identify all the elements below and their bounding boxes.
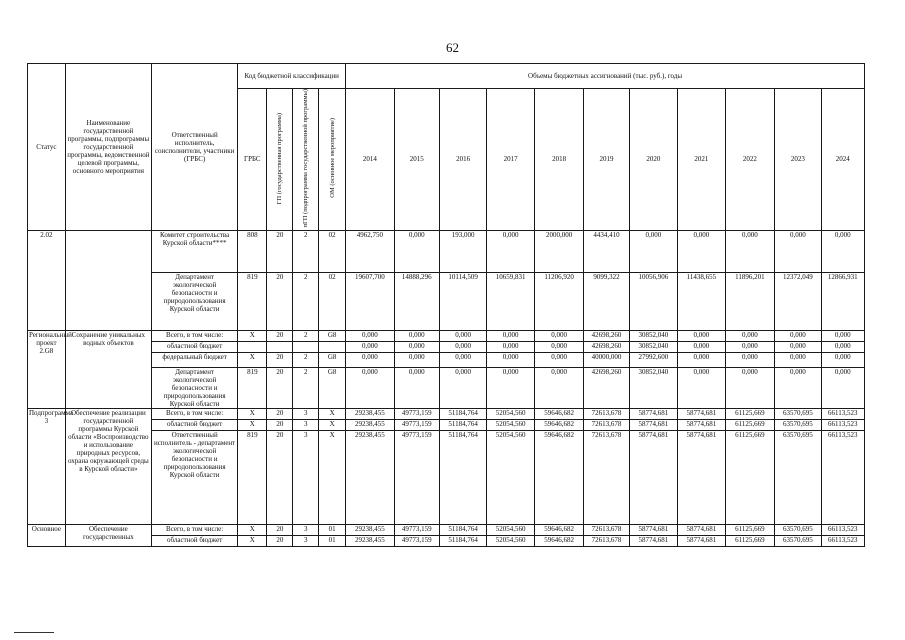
cell-executor: Всего, в том числе: bbox=[152, 524, 238, 535]
cell-value: 59646,682 bbox=[534, 535, 584, 546]
cell-pgp: 3 bbox=[293, 430, 319, 524]
cell-pgp: 3 bbox=[293, 408, 319, 419]
cell-grbs: X bbox=[238, 330, 267, 341]
cell-value: 0,000 bbox=[487, 352, 534, 367]
footnote-divider bbox=[14, 632, 54, 633]
cell-value: 66113,523 bbox=[821, 524, 864, 535]
cell-status: Региональный проект 2.G8 bbox=[28, 330, 66, 408]
header-year: 2016 bbox=[439, 89, 486, 231]
cell-value: 0,000 bbox=[821, 330, 864, 341]
header-year: 2022 bbox=[725, 89, 775, 231]
cell-executor: федеральный бюджет bbox=[152, 352, 238, 367]
cell-value: 58774,681 bbox=[678, 535, 725, 546]
cell-value: 0,000 bbox=[346, 330, 395, 341]
cell-value: 63570,695 bbox=[775, 430, 821, 524]
cell-value: 66113,523 bbox=[821, 419, 864, 430]
cell-value: 59646,682 bbox=[534, 430, 584, 524]
cell-executor: Комитет строительства Курской области**** bbox=[152, 230, 238, 272]
header-kbk: Код бюджетной классификации bbox=[238, 64, 346, 89]
cell-value: 0,000 bbox=[725, 352, 775, 367]
cell-value: 0,000 bbox=[439, 367, 486, 408]
cell-value: 0,000 bbox=[725, 230, 775, 272]
cell-value: 29238,455 bbox=[346, 524, 395, 535]
cell-value: 58774,681 bbox=[678, 419, 725, 430]
cell-value: 58774,681 bbox=[629, 524, 678, 535]
cell-value: 58774,681 bbox=[678, 408, 725, 419]
cell-value: 12866,931 bbox=[821, 272, 864, 330]
cell-executor: областной бюджет bbox=[152, 341, 238, 352]
cell-value: 72613,678 bbox=[584, 524, 629, 535]
cell-gp: 20 bbox=[267, 419, 293, 430]
cell-value: 0,000 bbox=[775, 330, 821, 341]
cell-value: 72613,678 bbox=[584, 419, 629, 430]
cell-gp: 20 bbox=[267, 430, 293, 524]
cell-gp: 20 bbox=[267, 272, 293, 330]
cell-value: 52054,560 bbox=[487, 408, 534, 419]
cell-grbs: X bbox=[238, 408, 267, 419]
cell-pgp: 2 bbox=[293, 330, 319, 341]
cell-gp: 20 bbox=[267, 230, 293, 272]
table-row bbox=[28, 524, 865, 535]
cell-value: 12372,049 bbox=[775, 272, 821, 330]
cell-om: 02 bbox=[319, 230, 346, 272]
cell-value: 66113,523 bbox=[821, 430, 864, 524]
cell-value: 0,000 bbox=[775, 230, 821, 272]
cell-value: 72613,678 bbox=[584, 408, 629, 419]
header-year: 2020 bbox=[629, 89, 678, 231]
cell-value: 61125,669 bbox=[725, 430, 775, 524]
budget-table bbox=[27, 63, 865, 547]
cell-value: 0,000 bbox=[394, 367, 439, 408]
cell-value: 30852,040 bbox=[629, 367, 678, 408]
cell-value: 0,000 bbox=[487, 341, 534, 352]
cell-value: 0,000 bbox=[775, 352, 821, 367]
table-row bbox=[28, 341, 865, 352]
cell-value: 0,000 bbox=[725, 330, 775, 341]
cell-value: 2000,000 bbox=[534, 230, 584, 272]
cell-value: 66113,523 bbox=[821, 408, 864, 419]
cell-value: 0,000 bbox=[678, 352, 725, 367]
cell-value: 0,000 bbox=[487, 330, 534, 341]
header-year: 2023 bbox=[775, 89, 821, 231]
cell-grbs: X bbox=[238, 524, 267, 535]
cell-status: Подпрограмма 3 bbox=[28, 408, 66, 524]
header-year: 2019 bbox=[584, 89, 629, 231]
cell-value: 0,000 bbox=[821, 230, 864, 272]
cell-value: 0,000 bbox=[775, 367, 821, 408]
cell-value: 61125,669 bbox=[725, 408, 775, 419]
cell-executor: Всего, в том числе: bbox=[152, 408, 238, 419]
cell-om: G8 bbox=[319, 352, 346, 367]
cell-grbs: X bbox=[238, 419, 267, 430]
cell-value: 0,000 bbox=[725, 341, 775, 352]
cell-value: 11438,655 bbox=[678, 272, 725, 330]
cell-value: 58774,681 bbox=[629, 408, 678, 419]
header-year: 2021 bbox=[678, 89, 725, 231]
header-om bbox=[319, 89, 346, 231]
header-year: 2014 bbox=[346, 89, 395, 231]
cell-value: 19607,700 bbox=[346, 272, 395, 330]
cell-gp: 20 bbox=[267, 524, 293, 535]
cell-value: 0,000 bbox=[487, 230, 534, 272]
page-number: 62 bbox=[446, 40, 459, 55]
cell-value: 63570,695 bbox=[775, 535, 821, 546]
cell-om: G8 bbox=[319, 330, 346, 341]
cell-gp: 20 bbox=[267, 352, 293, 367]
cell-value: 61125,669 bbox=[725, 524, 775, 535]
cell-value: 0,000 bbox=[346, 341, 395, 352]
cell-executor: Департамент экологической безопасности и природопользования Курской области bbox=[152, 272, 238, 330]
cell-value: 72613,678 bbox=[584, 430, 629, 524]
cell-value: 14888,296 bbox=[394, 272, 439, 330]
header-name: Наименование государственной программы, подпрограммы государственной программы, ведомственной целевой программы, основного мероприятия bbox=[65, 64, 151, 231]
cell-value: 0,000 bbox=[534, 330, 584, 341]
cell-pgp: 3 bbox=[293, 524, 319, 535]
header-year: 2015 bbox=[394, 89, 439, 231]
cell-pgp: 2 bbox=[293, 272, 319, 330]
cell-om: 01 bbox=[319, 524, 346, 535]
cell-value: 0,000 bbox=[629, 230, 678, 272]
cell-value: 29238,455 bbox=[346, 419, 395, 430]
cell-value: 29238,455 bbox=[346, 408, 395, 419]
cell-value: 49773,159 bbox=[394, 408, 439, 419]
cell-pgp: 2 bbox=[293, 230, 319, 272]
cell-value: 42698,260 bbox=[584, 367, 629, 408]
cell-name: Обеспечение реализации государственной программы Курской области «Воспроизводство и использование природных ресурсов, охрана окружающей среды в Курской области» bbox=[65, 408, 151, 524]
cell-value: 49773,159 bbox=[394, 524, 439, 535]
cell-value: 40000,000 bbox=[584, 352, 629, 367]
cell-value: 58774,681 bbox=[629, 419, 678, 430]
cell-value: 42698,260 bbox=[584, 330, 629, 341]
cell-value: 4962,750 bbox=[346, 230, 395, 272]
header-grbs: ГРБС bbox=[238, 89, 267, 231]
header-pgp-text: пГП (подпрограмма государственной программы) bbox=[302, 89, 310, 228]
cell-executor: областной бюджет bbox=[152, 419, 238, 430]
cell-value: 0,000 bbox=[439, 330, 486, 341]
cell-value: 61125,669 bbox=[725, 535, 775, 546]
cell-value: 51184,764 bbox=[439, 430, 486, 524]
cell-grbs: 808 bbox=[238, 230, 267, 272]
cell-value: 0,000 bbox=[678, 341, 725, 352]
cell-value: 51184,764 bbox=[439, 419, 486, 430]
cell-value: 0,000 bbox=[678, 367, 725, 408]
cell-gp bbox=[267, 341, 293, 352]
cell-value: 0,000 bbox=[487, 367, 534, 408]
table-row bbox=[28, 408, 865, 419]
table-row bbox=[28, 272, 865, 330]
cell-om: 01 bbox=[319, 535, 346, 546]
cell-value: 0,000 bbox=[534, 341, 584, 352]
cell-value: 49773,159 bbox=[394, 430, 439, 524]
cell-value: 51184,764 bbox=[439, 524, 486, 535]
cell-value: 0,000 bbox=[678, 230, 725, 272]
cell-value: 0,000 bbox=[775, 341, 821, 352]
cell-value: 9099,322 bbox=[584, 272, 629, 330]
cell-value: 66113,523 bbox=[821, 535, 864, 546]
cell-value: 49773,159 bbox=[394, 535, 439, 546]
cell-value: 42698,260 bbox=[584, 341, 629, 352]
table-row bbox=[28, 330, 865, 341]
cell-value: 0,000 bbox=[534, 367, 584, 408]
cell-pgp: 2 bbox=[293, 352, 319, 367]
cell-value: 0,000 bbox=[394, 230, 439, 272]
cell-name bbox=[65, 230, 151, 330]
cell-value: 52054,560 bbox=[487, 430, 534, 524]
cell-om: X bbox=[319, 408, 346, 419]
cell-executor: областной бюджет bbox=[152, 535, 238, 546]
cell-grbs: 819 bbox=[238, 367, 267, 408]
header-pgp bbox=[293, 89, 319, 231]
cell-value: 63570,695 bbox=[775, 408, 821, 419]
cell-pgp: 3 bbox=[293, 535, 319, 546]
cell-value: 51184,764 bbox=[439, 535, 486, 546]
header-year: 2018 bbox=[534, 89, 584, 231]
cell-value: 58774,681 bbox=[629, 535, 678, 546]
cell-value: 63570,695 bbox=[775, 419, 821, 430]
header-gp-text: ГП (государственная программа) bbox=[276, 112, 284, 204]
header-status: Статус bbox=[28, 64, 66, 231]
cell-gp: 20 bbox=[267, 330, 293, 341]
cell-grbs: X bbox=[238, 352, 267, 367]
cell-grbs: 819 bbox=[238, 272, 267, 330]
cell-pgp bbox=[293, 341, 319, 352]
cell-value: 30852,040 bbox=[629, 341, 678, 352]
cell-grbs: 819 bbox=[238, 430, 267, 524]
cell-value: 0,000 bbox=[821, 341, 864, 352]
cell-value: 59646,682 bbox=[534, 524, 584, 535]
cell-value: 0,000 bbox=[394, 352, 439, 367]
cell-value: 61125,669 bbox=[725, 419, 775, 430]
cell-value: 0,000 bbox=[821, 352, 864, 367]
cell-value: 10114,509 bbox=[439, 272, 486, 330]
cell-value: 0,000 bbox=[534, 352, 584, 367]
cell-value: 30852,040 bbox=[629, 330, 678, 341]
header-year: 2024 bbox=[821, 89, 864, 231]
cell-name: Обеспечение государственных bbox=[65, 524, 151, 546]
cell-value: 11206,920 bbox=[534, 272, 584, 330]
cell-name: Сохранение уникальных водных объектов bbox=[65, 330, 151, 408]
cell-om: 02 bbox=[319, 272, 346, 330]
cell-status: 2.02 bbox=[28, 230, 66, 330]
cell-om: G8 bbox=[319, 367, 346, 408]
cell-value: 10056,906 bbox=[629, 272, 678, 330]
cell-status: Основное bbox=[28, 524, 66, 546]
cell-value: 0,000 bbox=[346, 367, 395, 408]
table-row bbox=[28, 230, 865, 272]
cell-executor: Всего, в том числе: bbox=[152, 330, 238, 341]
table-row bbox=[28, 367, 865, 408]
cell-grbs bbox=[238, 341, 267, 352]
cell-value: 193,000 bbox=[439, 230, 486, 272]
cell-pgp: 3 bbox=[293, 419, 319, 430]
cell-value: 0,000 bbox=[725, 367, 775, 408]
cell-executor: Департамент экологической безопасности и природопользования Курской области bbox=[152, 367, 238, 408]
cell-value: 29238,455 bbox=[346, 430, 395, 524]
cell-value: 63570,695 bbox=[775, 524, 821, 535]
cell-value: 59646,682 bbox=[534, 419, 584, 430]
cell-value: 51184,764 bbox=[439, 408, 486, 419]
cell-value: 49773,159 bbox=[394, 419, 439, 430]
cell-gp: 20 bbox=[267, 408, 293, 419]
header-year: 2017 bbox=[487, 89, 534, 231]
cell-value: 59646,682 bbox=[534, 408, 584, 419]
table-row bbox=[28, 535, 865, 546]
cell-value: 11896,201 bbox=[725, 272, 775, 330]
cell-om: X bbox=[319, 430, 346, 524]
cell-value: 52054,560 bbox=[487, 419, 534, 430]
header-executor: Ответственный исполнитель, соисполнители, участники (ГРБС) bbox=[152, 64, 238, 231]
cell-executor: Ответственный исполнитель - департамент экологической безопасности и природопользования Курской области bbox=[152, 430, 238, 524]
table-body bbox=[28, 230, 865, 546]
table-row bbox=[28, 419, 865, 430]
cell-gp: 20 bbox=[267, 367, 293, 408]
header-gp bbox=[267, 89, 293, 231]
cell-grbs: X bbox=[238, 535, 267, 546]
cell-om bbox=[319, 341, 346, 352]
cell-value: 0,000 bbox=[346, 352, 395, 367]
table-row bbox=[28, 352, 865, 367]
cell-value: 72613,678 bbox=[584, 535, 629, 546]
header-volumes: Объемы бюджетных ассигнований (тыс. руб.), годы bbox=[346, 64, 865, 89]
cell-value: 0,000 bbox=[439, 341, 486, 352]
header-om-text: ОМ (основное мероприятие) bbox=[328, 118, 336, 199]
cell-gp: 20 bbox=[267, 535, 293, 546]
header-row-1 bbox=[28, 64, 865, 89]
cell-value: 29238,455 bbox=[346, 535, 395, 546]
cell-value: 0,000 bbox=[821, 367, 864, 408]
cell-value: 10659,831 bbox=[487, 272, 534, 330]
cell-value: 0,000 bbox=[394, 341, 439, 352]
cell-value: 58774,681 bbox=[678, 524, 725, 535]
cell-pgp: 2 bbox=[293, 367, 319, 408]
cell-value: 27992,600 bbox=[629, 352, 678, 367]
cell-value: 58774,681 bbox=[629, 430, 678, 524]
cell-value: 52054,560 bbox=[487, 535, 534, 546]
table-row bbox=[28, 430, 865, 524]
cell-om: X bbox=[319, 419, 346, 430]
cell-value: 58774,681 bbox=[678, 430, 725, 524]
cell-value: 0,000 bbox=[439, 352, 486, 367]
cell-value: 52054,560 bbox=[487, 524, 534, 535]
cell-value: 0,000 bbox=[394, 330, 439, 341]
cell-value: 4434,410 bbox=[584, 230, 629, 272]
cell-value: 0,000 bbox=[678, 330, 725, 341]
